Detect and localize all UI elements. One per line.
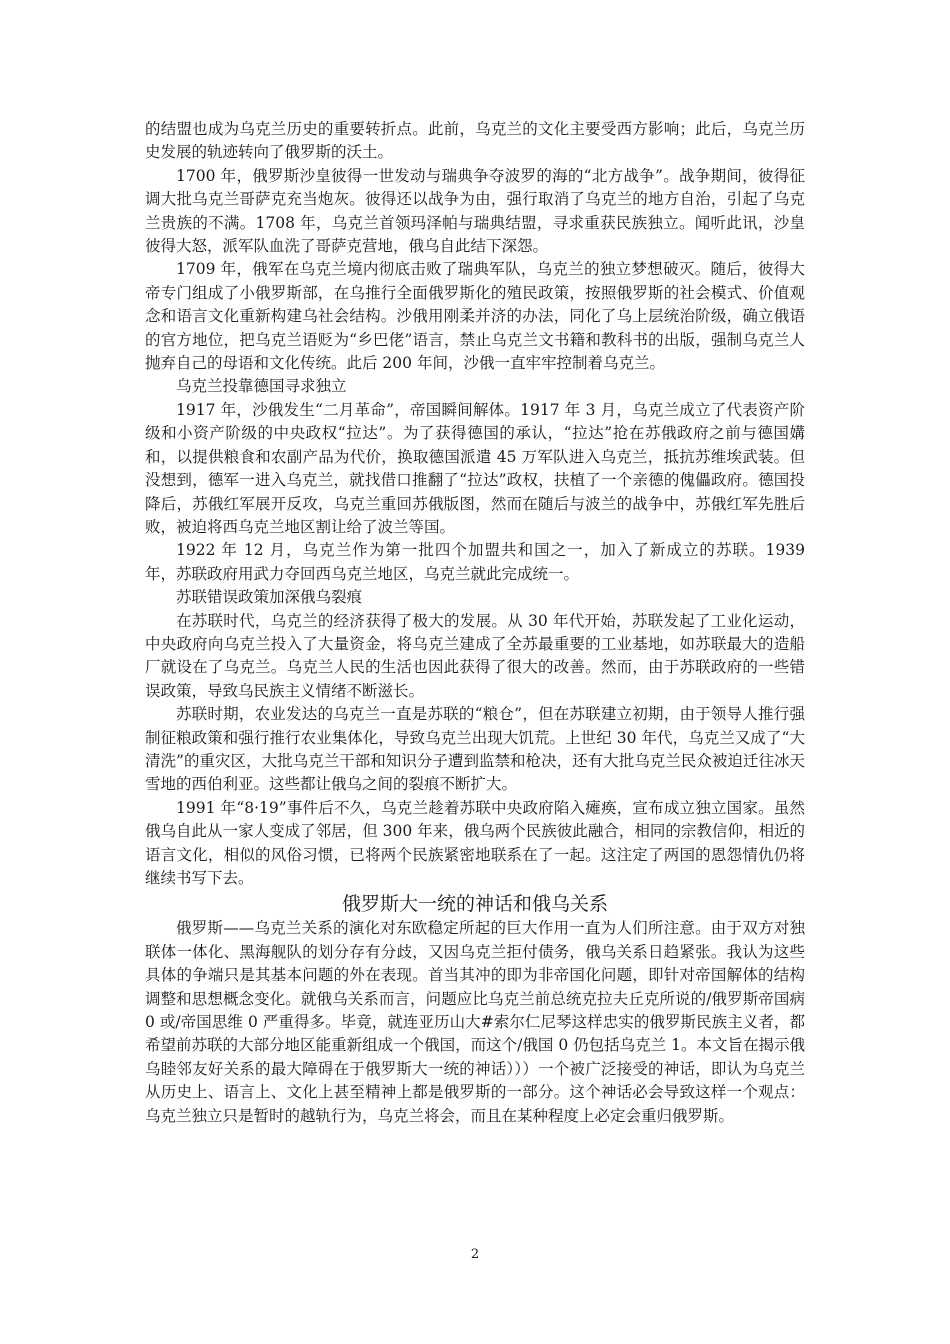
section-title: 俄罗斯大一统的神话和俄乌关系 xyxy=(341,893,608,916)
subheading: 乌克兰投靠德国寻求独立 xyxy=(176,377,347,396)
page-number: 2 xyxy=(470,1247,480,1262)
paragraph: 在苏联时代，乌克兰的经济获得了极大的发展。从 30 年代开始，苏联发起了工业化运动，中央政府向乌克兰投入了大量资金，将乌克兰建成了全苏最重要的工业基地，如苏联最大的造船厂就设在了乌克兰。乌克兰人民的生活也因此获得了很大的改善。然而，由于苏联政府的一些错误政策，导致乌民族主义情绪不断滋长。 xyxy=(145,611,805,700)
paragraph: 的结盟也成为乌克兰历史的重要转折点。此前，乌克兰的文化主要受西方影响；此后，乌克兰历史发展的轨迹转向了俄罗斯的沃土。 xyxy=(145,120,805,162)
subheading: 苏联错误政策加深俄乌裂痕 xyxy=(176,588,363,607)
paragraph: 1709 年，俄军在乌克兰境内彻底击败了瑞典军队，乌克兰的独立梦想破灭。随后，彼得大帝专门组成了小俄罗斯部，在乌推行全面俄罗斯化的殖民政策，按照俄罗斯的社会模式、价值观念和语言文化重新构建乌社会结构。沙俄用刚柔并济的办法，同化了乌上层统治阶级，确立俄语的官方地位，把乌克兰语贬为“乡巴佬”语言，禁止乌克兰文书籍和教科书的出版，强制乌克兰人抛弃自己的母语和文化传统。此后 200 年间，沙俄一直牢牢控制着乌克兰。 xyxy=(145,260,805,373)
paragraph: 苏联时期，农业发达的乌克兰一直是苏联的“粮仓”，但在苏联建立初期，由于领导人推行强制征粮政策和强行推行农业集体化，导致乌克兰出现大饥荒。上世纪 30 年代，乌克兰又成了“大清洗”的重灾区，大批乌克兰干部和知识分子遭到监禁和枪决，还有大批乌克兰民众被迫迁往冰天雪地的西伯利亚。这些都让俄乌之间的裂痕不断扩大。 xyxy=(145,705,805,794)
paragraph: 1991 年“8·19”事件后不久，乌克兰趁着苏联中央政府陷入瘫痪，宣布成立独立国家。虽然俄乌自此从一家人变成了邻居，但 300 年来，俄乌两个民族彼此融合，相同的宗教信仰，相近的语言文化，相似的风俗习惯，已将两个民族紧密地联系在了一起。这注定了两国的恩怨情仇仍将继续书写下去。 xyxy=(145,798,805,887)
paragraph: 1922 年 12 月，乌克兰作为第一批四个加盟共和国之一，加入了新成立的苏联。1939 年，苏联政府用武力夺回西乌克兰地区，乌克兰就此完成统一。 xyxy=(145,541,805,583)
paragraph: 1917 年，沙俄发生“二月革命”，帝国瞬间解体。1917 年 3 月，乌克兰成立了代表资产阶级和小资产阶级的中央政权“拉达”。为了获得德国的承认，“拉达”抢在苏俄政府之前与德国媾和，以提供粮食和农副产品为代价，换取德国派遣 45 万军队进入乌克兰，抵抗苏维埃武装。但没想到，德军一进入乌克兰，就找借口推翻了“拉达”政权，扶植了一个亲德的傀儡政府。德国投降后，苏俄红军展开反攻，乌克兰重回苏俄版图，然而在随后与波兰的战争中，苏俄红军先胜后败，被迫将西乌克兰地区割让给了波兰等国。 xyxy=(145,400,805,536)
paragraph: 俄罗斯——乌克兰关系的演化对东欧稳定所起的巨大作用一直为人们所注意。由于双方对独联体一体化、黑海舰队的划分存有分歧，又因乌克兰拒付债务，俄乌关系日趋紧张。我认为这些具体的争端只是其基本问题的外在表现。首当其冲的即为非帝国化问题，即针对帝国解体的结构调整和思想概念变化。就俄乌关系而言，问题应比乌克兰前总统克拉夫丘克所说的/俄罗斯帝国病 0 或/帝国思维 0 严重得多。毕竟，就连亚历山大#索尔仁尼琴这样忠实的俄罗斯民族主义者，都希望前苏联的大部分地区能重新组成一个俄国，而这个/俄国 0 仍包括乌克兰 1。本文旨在揭示俄乌睦邻友好关系的最大障碍在于俄罗斯大一统的神话）））一个被广泛接受的神话，即认为乌克兰从历史上、语言上、文化上甚至精神上都是俄罗斯的一部分。这个神话必会导致这样一个观点：乌克兰独立只是暂时的越轨行为，乌克兰将会，而且在某种程度上必定会重归俄罗斯。 xyxy=(145,919,805,1125)
paragraph: 1700 年，俄罗斯沙皇彼得一世发动与瑞典争夺波罗的海的“北方战争”。战争期间，彼得征调大批乌克兰哥萨克充当炮灰。彼得还以战争为由，强行取消了乌克兰的地方自治，引起了乌克兰贵族的不满。1708 年，乌克兰首领玛泽帕与瑞典结盟，寻求重获民族独立。闻听此讯，沙皇彼得大怒，派军队血洗了哥萨克营地，俄乌自此结下深怨。 xyxy=(145,166,805,256)
document-body xyxy=(145,118,805,1128)
